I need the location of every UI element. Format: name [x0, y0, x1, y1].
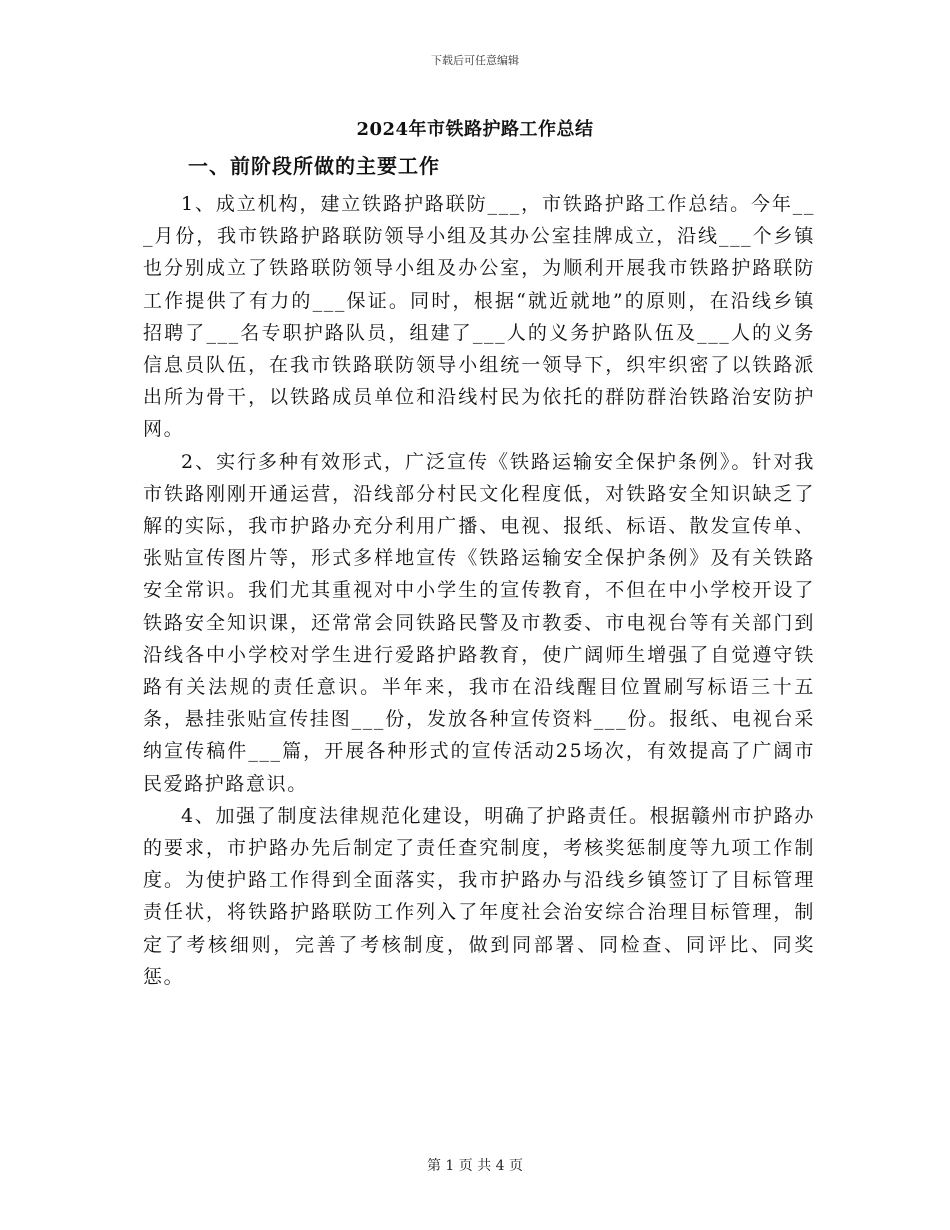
- paragraph-1: 1、成立机构，建立铁路护路联防___，市铁路护路工作总结。今年___月份，我市铁路护路联防领导小组及其办公室挂牌成立，沿线___个乡镇也分别成立了铁路联防领导小组及办公室，为顺利开展我市铁路护路联防工作提供了有力的___保证。同时，根据“就近就地”的原则，在沿线乡镇招聘了___名专职护路队员，组建了___人的义务护路队伍及___人的义务信息员队伍，在我市铁路联防领导小组统一领导下，织牢织密了以铁路派出所为骨干，以铁路成员单位和沿线村民为依托的群防群治铁路治安防护网。: [143, 193, 815, 441]
- paragraph-3: 4、加强了制度法律规范化建设，明确了护路责任。根据赣州市护路办的要求，市护路办先后制定了责任查究制度，考核奖惩制度等九项工作制度。为使护路工作得到全面落实，我市护路办与沿线乡镇签订了目标管理责任状，将铁路护路联防工作列入了年度社会治安综合治理目标管理，制定了考核细则，完善了考核制度，做到同部署、同检查、同评比、同奖惩。: [143, 804, 815, 988]
- section-heading: 一、前阶段所做的主要工作: [188, 154, 440, 178]
- paragraph-2: 2、实行多种有效形式，广泛宣传《铁路运输安全保护条例》。针对我市铁路刚刚开通运营，沿线部分村民文化程度低，对铁路安全知识缺乏了解的实际，我市护路办充分利用广播、电视、报纸、标语、散发宣传单、张贴宣传图片等，形式多样地宣传《铁路运输安全保护条例》及有关铁路安全常识。我们尤其重视对中小学生的宣传教育，不但在中小学校开设了铁路安全知识课，还常常会同铁路民警及市教委、市电视台等有关部门到沿线各中小学校对学生进行爱路护路教育，使广阔师生增强了自觉遵守铁路有关法规的责任意识。半年来，我市在沿线醒目位置刷写标语三十五条，悬挂张贴宣传挂图___份，发放各种宣传资料___份。报纸、电视台采纳宣传稿件___篇，开展各种形式的宣传活动25场次，有效提高了广阔市民爱路护路意识。: [143, 450, 815, 795]
- page-footer: 第 1 页 共 4 页: [426, 1158, 524, 1174]
- header-note: 下载后可任意编辑: [431, 54, 519, 67]
- document-body: [143, 188, 815, 993]
- document-title: 2024年市铁路护路工作总结: [356, 119, 594, 140]
